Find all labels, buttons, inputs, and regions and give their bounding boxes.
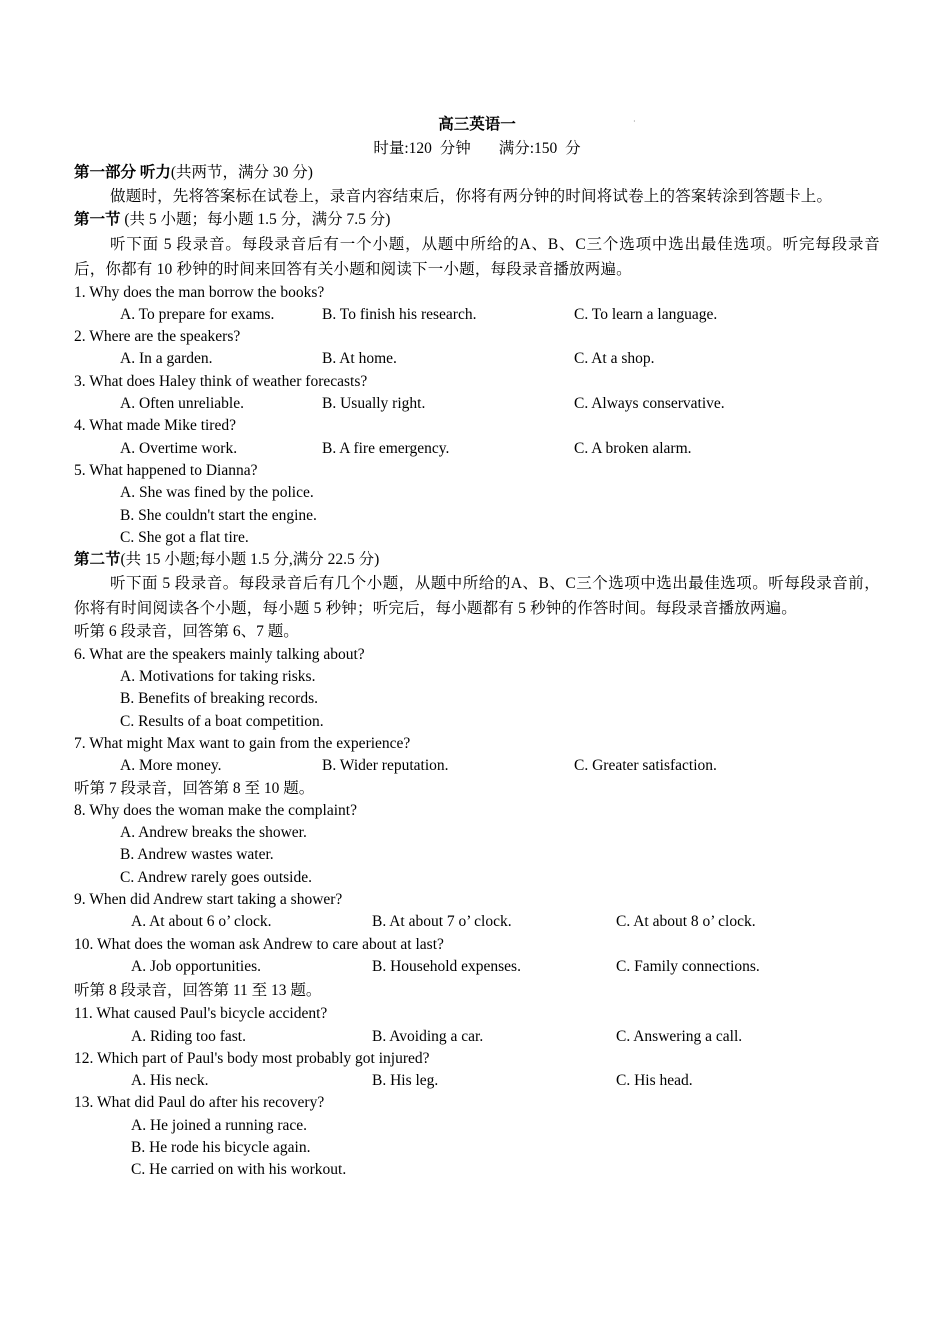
question-options	[74, 393, 880, 415]
section1-title: 第一节	[74, 211, 121, 229]
option-a: A. She was fined by the police.	[120, 484, 314, 502]
option-c: C. A broken alarm.	[574, 439, 692, 457]
recording-cue: 听第 8 段录音，回答第 11 至 13 题。	[74, 982, 322, 1000]
section2-note: (共 15 小题;每小题 1.5 分,满分 22.5 分)	[120, 551, 380, 569]
exam-score: 满分:150 分	[498, 140, 581, 157]
option-c: C. At a shop.	[574, 350, 655, 368]
question-stem: 3. What does Haley think of weather forecasts?	[74, 372, 368, 390]
option-c: C. Answering a call.	[616, 1027, 743, 1045]
question-stem: 6. What are the speakers mainly talking about?	[74, 645, 365, 663]
question-stem: 10. What does the woman ask Andrew to care about at last?	[74, 935, 444, 953]
option-b: B. Andrew wastes water.	[120, 846, 274, 864]
option-c: C. At about 8 o’ clock.	[616, 913, 756, 931]
exam-page	[74, 113, 880, 1182]
question-stem: 11. What caused Paul's bicycle accident?	[74, 1005, 328, 1023]
option-a: A. Motivations for taking risks.	[120, 668, 316, 686]
part1-heading	[74, 162, 880, 184]
option-c: C. She got a flat tire.	[120, 528, 249, 546]
option-b: B. His leg.	[372, 1072, 439, 1090]
stray-dot: ·	[633, 117, 636, 126]
option-b: B. A fire emergency.	[322, 439, 450, 457]
section1-heading	[74, 209, 880, 231]
exam-meta	[74, 136, 880, 162]
section1-note: (共 5 小题；每小题 1.5 分，满分 7.5 分)	[120, 211, 391, 229]
exam-time: 时量:120 分钟	[373, 140, 471, 157]
question-stem: 2. Where are the speakers?	[74, 328, 241, 346]
section2-instruction: 听下面 5 段录音。每段录音后有几个小题，从题中所给的A、B、C三个选项中选出最佳选项。听每段录音前，你将有时间阅读各个小题，每小题 5 秒钟；听完后，每小题都有 5 秒钟的作答时间。每段录音播放两遍。	[74, 575, 880, 618]
option-a: A. Overtime work.	[120, 439, 238, 457]
section2-heading	[74, 549, 880, 571]
question-stem: 9. When did Andrew start taking a shower?	[74, 891, 343, 909]
question-stem: 13. What did Paul do after his recovery?	[74, 1094, 325, 1112]
option-a: A. Andrew breaks the shower.	[120, 824, 307, 842]
option-c: C. His head.	[616, 1072, 693, 1090]
option-b: B. He rode his bicycle again.	[131, 1138, 311, 1156]
option-b: B. She couldn't start the engine.	[120, 506, 317, 524]
exam-title: 高三英语一	[438, 116, 516, 133]
question-options	[74, 348, 880, 370]
option-c: C. Always conservative.	[574, 395, 725, 413]
option-a: A. More money.	[120, 757, 222, 775]
option-b: B. Household expenses.	[372, 957, 521, 975]
option-a: A. Often unreliable.	[120, 395, 244, 413]
option-c: C. Family connections.	[616, 957, 760, 975]
question-options	[74, 956, 880, 978]
option-b: B. To finish his research.	[322, 305, 477, 323]
option-c: C. Greater satisfaction.	[574, 757, 717, 775]
option-a: A. His neck.	[131, 1072, 209, 1090]
option-a: A. He joined a running race.	[131, 1116, 308, 1134]
option-b: B. Avoiding a car.	[372, 1027, 484, 1045]
question-options	[74, 755, 880, 777]
section2-title: 第二节	[74, 551, 121, 569]
question-options	[74, 304, 880, 326]
part1-title: 第一部分 听力	[74, 164, 171, 181]
part1-note: (共两节，满分 30 分)	[170, 164, 313, 181]
question-stem: 12. Which part of Paul's body most probably got injured?	[74, 1049, 430, 1067]
option-a: A. To prepare for exams.	[120, 305, 275, 323]
recording-cue: 听第 6 段录音，回答第 6、7 题。	[74, 623, 299, 641]
question-options	[74, 1070, 880, 1092]
option-a: A. At about 6 o’ clock.	[131, 913, 272, 931]
option-b: B. Usually right.	[322, 395, 426, 413]
question-options	[74, 911, 880, 933]
part1-instruction: 做题时，先将答案标在试卷上，录音内容结束后，你将有两分钟的时间将试卷上的答案转涂到答题卡上。	[110, 188, 833, 206]
section1-instruction: 听下面 5 段录音。每段录音后有一个小题，从题中所给的A、B、C三个选项中选出最佳选项。听完每段录音后，你都有 10 秒钟的时间来回答有关小题和阅读下一小题，每段录音播放两遍。	[74, 235, 880, 278]
option-c: C. He carried on with his workout.	[131, 1161, 347, 1179]
question-stem: 7. What might Max want to gain from the experience?	[74, 734, 411, 752]
option-a: A. In a garden.	[120, 350, 213, 368]
option-b: B. Benefits of breaking records.	[120, 690, 318, 708]
option-a: A. Riding too fast.	[131, 1027, 246, 1045]
option-b: B. At home.	[322, 350, 397, 368]
option-b: B. Wider reputation.	[322, 757, 449, 775]
question-stem: 1. Why does the man borrow the books?	[74, 283, 325, 301]
question-stem: 4. What made Mike tired?	[74, 417, 236, 435]
option-c: C. Andrew rarely goes outside.	[120, 868, 312, 886]
question-options	[74, 1026, 880, 1048]
option-c: C. To learn a language.	[574, 305, 718, 323]
option-a: A. Job opportunities.	[131, 957, 262, 975]
recording-cue: 听第 7 段录音，回答第 8 至 10 题。	[74, 779, 315, 797]
question-stem: 8. Why does the woman make the complaint?	[74, 801, 357, 819]
question-stem: 5. What happened to Dianna?	[74, 461, 258, 479]
option-b: B. At about 7 o’ clock.	[372, 913, 512, 931]
option-c: C. Results of a boat competition.	[120, 712, 324, 730]
question-options	[74, 438, 880, 460]
